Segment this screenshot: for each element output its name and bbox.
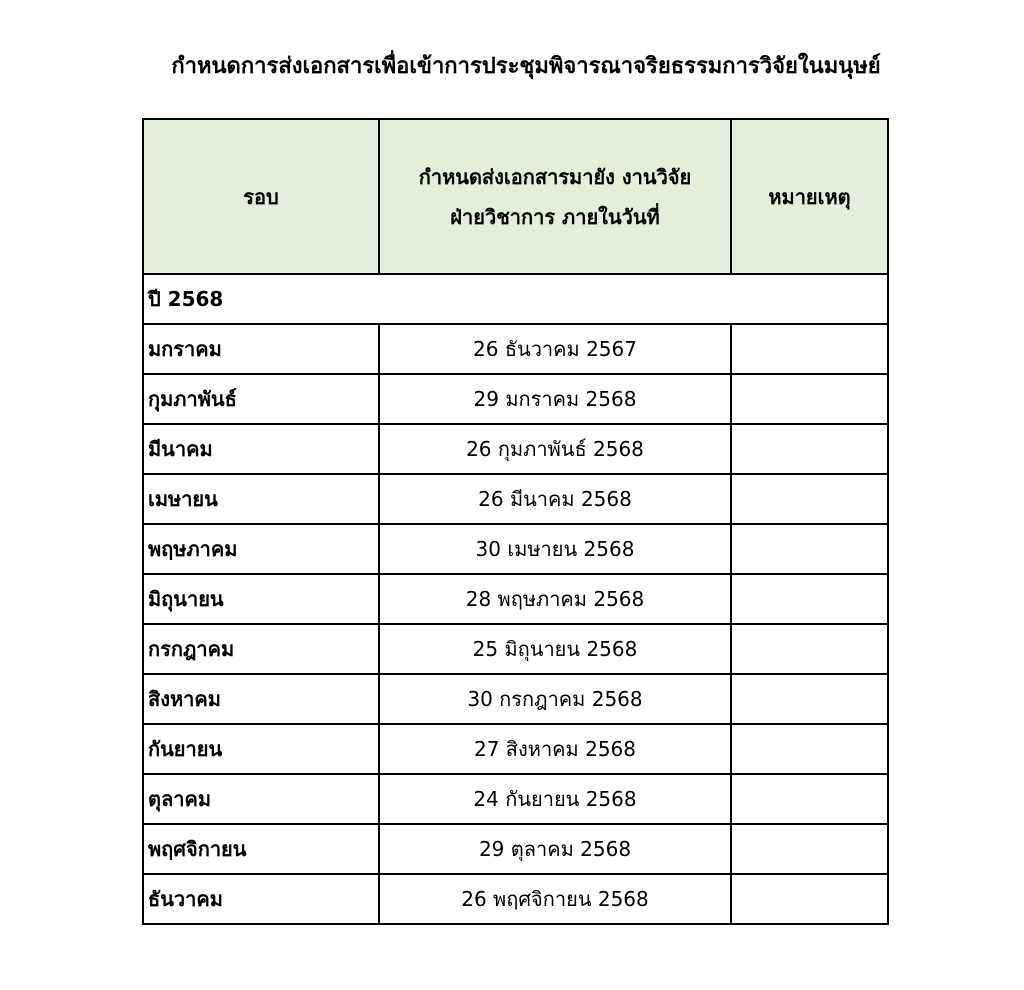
due-date-cell: 26 พฤศจิกายน 2568 (379, 874, 731, 924)
table-row (143, 874, 888, 924)
due-date-cell: 27 สิงหาคม 2568 (379, 724, 731, 774)
table-row (143, 674, 888, 724)
note-cell (731, 624, 888, 674)
due-date-cell: 25 มิถุนายน 2568 (379, 624, 731, 674)
round-cell: พฤษภาคม (143, 524, 379, 574)
due-date-cell: 30 เมษายน 2568 (379, 524, 731, 574)
note-cell (731, 374, 888, 424)
table-row (143, 574, 888, 624)
header-due-line-2: ฝ่ายวิชาการ ภายในวันที่ (450, 204, 660, 229)
due-date-cell: 26 กุมภาพันธ์ 2568 (379, 424, 731, 474)
round-cell: พฤศจิกายน (143, 824, 379, 874)
table-row (143, 524, 888, 574)
header-note: หมายเหตุ (731, 119, 888, 274)
table-row (143, 374, 888, 424)
note-cell (731, 324, 888, 374)
note-cell (731, 574, 888, 624)
header-due-date (379, 119, 731, 274)
round-cell: สิงหาคม (143, 674, 379, 724)
round-cell: มีนาคม (143, 424, 379, 474)
table-header-row (143, 119, 888, 274)
round-cell: เมษายน (143, 474, 379, 524)
due-date-cell: 28 พฤษภาคม 2568 (379, 574, 731, 624)
note-cell (731, 424, 888, 474)
note-cell (731, 824, 888, 874)
round-cell: กุมภาพันธ์ (143, 374, 379, 424)
table-row (143, 474, 888, 524)
due-date-cell: 30 กรกฎาคม 2568 (379, 674, 731, 724)
year-row (143, 274, 888, 324)
round-cell: ตุลาคม (143, 774, 379, 824)
round-cell: มิถุนายน (143, 574, 379, 624)
round-cell: กันยายน (143, 724, 379, 774)
schedule-table (142, 118, 889, 925)
note-cell (731, 474, 888, 524)
due-date-cell: 29 ตุลาคม 2568 (379, 824, 731, 874)
due-date-cell: 29 มกราคม 2568 (379, 374, 731, 424)
due-date-cell: 26 มีนาคม 2568 (379, 474, 731, 524)
round-cell: กรกฎาคม (143, 624, 379, 674)
document-title: กำหนดการส่งเอกสารเพื่อเข้าการประชุมพิจารณาจริยธรรมการวิจัยในมนุษย์ (171, 54, 881, 79)
header-due-line-1: กำหนดส่งเอกสารมายัง งานวิจัย (418, 164, 692, 189)
note-cell (731, 874, 888, 924)
header-round: รอบ (143, 119, 379, 274)
due-date-cell: 26 ธันวาคม 2567 (379, 324, 731, 374)
table-row (143, 824, 888, 874)
note-cell (731, 674, 888, 724)
note-cell (731, 774, 888, 824)
round-cell: มกราคม (143, 324, 379, 374)
table-row (143, 424, 888, 474)
note-cell (731, 524, 888, 574)
year-label: ปี 2568 (143, 274, 888, 324)
table-row (143, 624, 888, 674)
due-date-cell: 24 กันยายน 2568 (379, 774, 731, 824)
table-row (143, 324, 888, 374)
round-cell: ธันวาคม (143, 874, 379, 924)
table-row (143, 774, 888, 824)
table-row (143, 724, 888, 774)
note-cell (731, 724, 888, 774)
